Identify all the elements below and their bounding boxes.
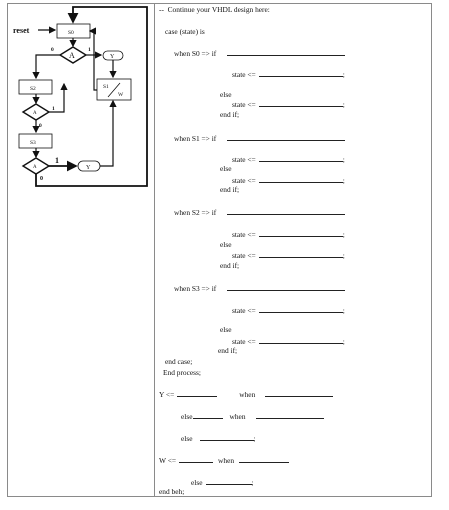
s3-end-if: end if;	[218, 346, 238, 355]
s1-state-assign: state <= ;	[232, 155, 345, 164]
reset-label: reset	[13, 26, 30, 35]
s2-state-assign: state <= ;	[232, 230, 345, 239]
decision-label-top: A	[69, 51, 75, 60]
case-line: case (state) is	[165, 27, 205, 36]
output-w-label: W	[118, 92, 124, 98]
s2-end-if: end if;	[220, 261, 240, 270]
s3-else-state-assign: state <= ;	[232, 337, 345, 346]
s0-end-if: end if;	[220, 110, 240, 119]
branch-label-middle-1: 1	[52, 106, 55, 112]
decision-label-middle: A	[33, 111, 37, 116]
when-s2-line: when S2 => if	[174, 207, 345, 217]
output-y-top-label: Y	[110, 54, 115, 60]
w-assign-line: W <= when	[159, 455, 289, 465]
decision-label-bottom: A	[33, 165, 37, 170]
state-label-s2: S2	[30, 86, 36, 92]
branch-label-middle-0: 0	[39, 123, 42, 129]
output-y-bottom-label: Y	[86, 165, 91, 171]
state-label-s3: S3	[30, 140, 36, 146]
comment-line: -- Continue your VHDL design here:	[159, 5, 270, 14]
s3-state-assign: state <= ;	[232, 306, 345, 315]
end-case: end case;	[165, 357, 193, 366]
s2-else: else	[220, 240, 232, 249]
s0-else: else	[220, 90, 232, 99]
branch-label-top-0: 0	[51, 47, 54, 53]
s0-state-assign: state <= ;	[232, 70, 345, 79]
s1-else-state-assign: state <= ;	[232, 176, 345, 185]
when-s0-line: when S0 => if	[174, 48, 345, 58]
s3-else: else	[220, 325, 232, 334]
s2-else-state-assign: state <= ;	[232, 251, 345, 260]
y-else-default: else ;	[181, 434, 256, 443]
y-else-line: else when	[181, 411, 324, 421]
branch-label-bottom-1: 1	[55, 156, 59, 165]
y-assign-line: Y <= when	[159, 389, 333, 399]
s1-end-if: end if;	[220, 185, 240, 194]
s1-else: else	[220, 164, 232, 173]
when-s1-line: when S1 => if	[174, 133, 345, 143]
branch-label-bottom-0: 0	[40, 176, 43, 182]
w-else-default: else ;	[191, 478, 254, 487]
end-beh: end beh;	[159, 487, 185, 496]
when-s3-line: when S3 => if	[174, 283, 345, 293]
asm-chart	[0, 0, 156, 200]
state-label-s1: S1	[103, 84, 109, 90]
s0-else-state-assign: state <= ;	[232, 100, 345, 109]
end-process: End process;	[163, 368, 201, 377]
branch-label-top-1: 1	[88, 47, 91, 53]
state-label-s0: S0	[68, 30, 74, 36]
